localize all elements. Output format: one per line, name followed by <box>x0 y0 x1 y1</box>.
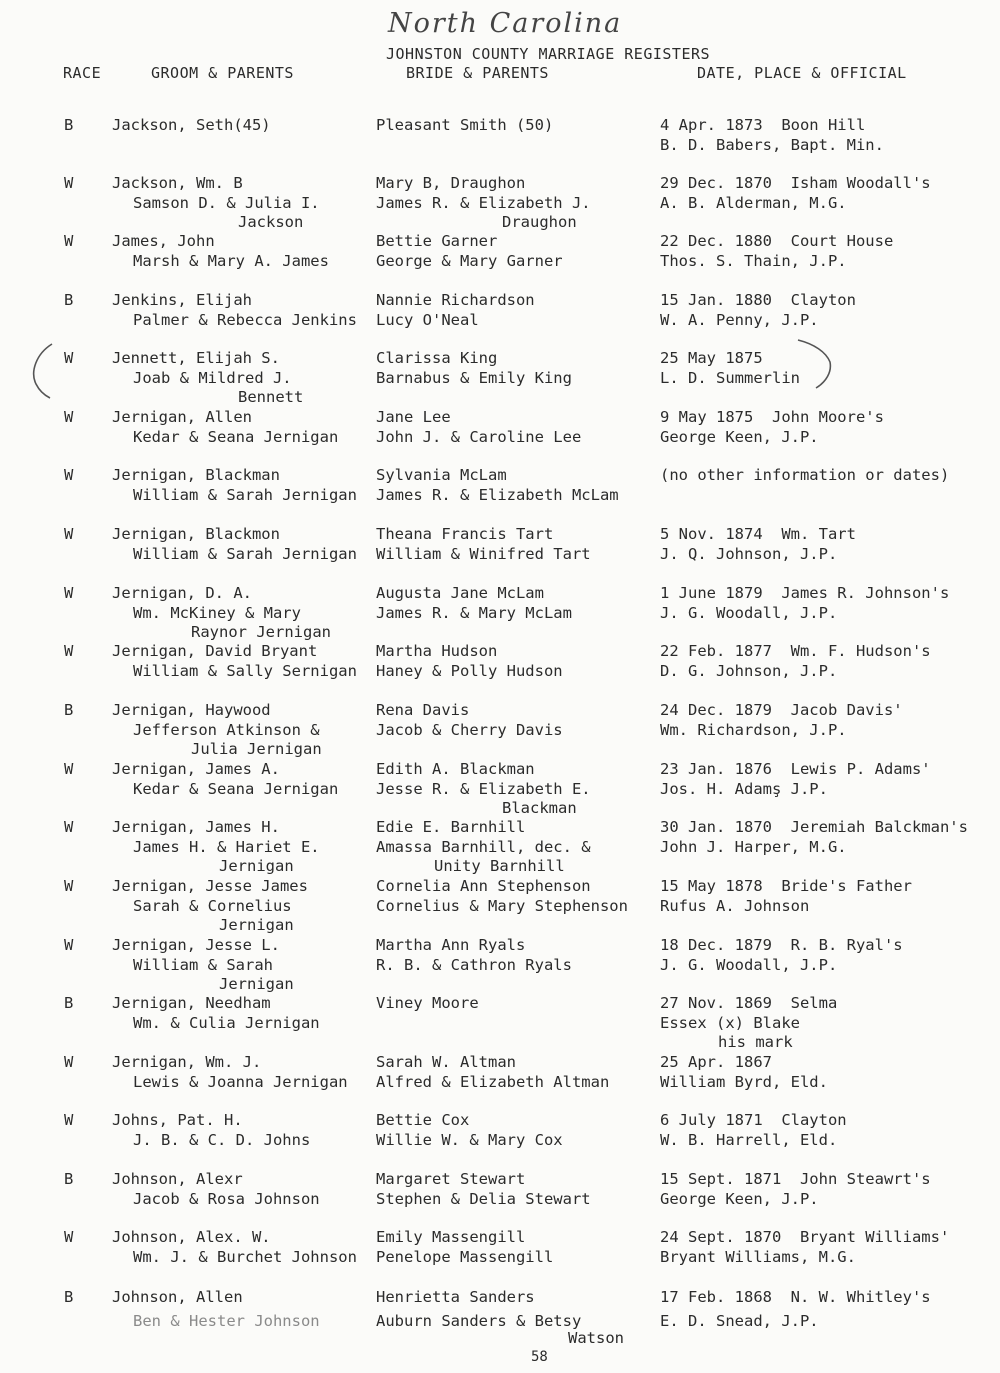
date-place: 17 Feb. 1868 N. W. Whitley's <box>660 1288 931 1306</box>
groom-name: Jackson, Wm. B <box>112 174 243 192</box>
entry-bride <box>376 1288 624 1346</box>
entry-bride <box>376 1170 591 1209</box>
entry-bride <box>376 232 563 271</box>
bride-parents: Haney & Polly Hudson <box>376 661 563 680</box>
official: J. Q. Johnson, J.P. <box>660 544 838 563</box>
official: J. G. Woodall, J.P. <box>660 603 838 622</box>
bride-name: Cornelia Ann Stephenson <box>376 877 591 895</box>
official: Jos. H. Adamş J.P. <box>660 779 828 798</box>
groom-name: Jennett, Elijah S. <box>112 349 280 367</box>
bride-parents: Jacob & Cherry Davis <box>376 720 563 739</box>
bride-name: Rena Davis <box>376 701 470 719</box>
entry-date <box>660 1053 828 1092</box>
entry-bride <box>376 291 535 330</box>
official: W. B. Harrell, Eld. <box>660 1130 838 1149</box>
register-title: JOHNSTON COUNTY MARRIAGE REGISTERS <box>386 45 711 63</box>
header-race: RACE <box>63 64 102 82</box>
entry-date <box>660 232 893 271</box>
bride-name: Mary B, Draughon <box>376 174 526 192</box>
entry-race: B <box>64 701 74 719</box>
groom-parents: Jefferson Atkinson & <box>133 720 320 739</box>
entry-groom <box>112 349 303 408</box>
official: J. G. Woodall, J.P. <box>660 955 838 974</box>
entry-race: W <box>64 760 74 778</box>
entry-bride <box>376 642 563 681</box>
bride-name: Edie E. Barnhill <box>376 818 526 836</box>
entry-date <box>660 408 884 447</box>
official-mark-note: his mark <box>718 1033 793 1051</box>
bride-parents: William & Winifred Tart <box>376 544 591 563</box>
entry-race: W <box>64 936 74 954</box>
official: Essex (x) Blake <box>660 1013 800 1032</box>
groom-parents: J. B. & C. D. Johns <box>133 1130 311 1149</box>
entry-groom <box>112 291 357 330</box>
entry-bride <box>376 466 619 505</box>
bride-parents: George & Mary Garner <box>376 251 563 270</box>
date-place: 29 Dec. 1870 Isham Woodall's <box>660 174 931 192</box>
official: Thos. S. Thain, J.P. <box>660 251 847 270</box>
entry-date <box>660 818 968 857</box>
groom-parents: James H. & Hariet E. <box>133 837 320 856</box>
header-bride: BRIDE & PARENTS <box>406 64 549 82</box>
date-place: 15 Jan. 1880 Clayton <box>660 291 856 309</box>
date-place: 22 Feb. 1877 Wm. F. Hudson's <box>660 642 931 660</box>
entry-groom <box>112 466 357 505</box>
official: George Keen, J.P. <box>660 427 819 446</box>
groom-parents-cont: Raynor Jernigan <box>191 623 331 641</box>
entry-bride <box>376 174 591 233</box>
bride-parents-cont: Blackman <box>502 799 577 817</box>
entry-race: W <box>64 584 74 602</box>
official: W. A. Penny, J.P. <box>660 310 819 329</box>
header-date: DATE, PLACE & OFFICIAL <box>697 64 907 82</box>
official: Rufus A. Johnson <box>660 896 810 915</box>
entry-groom <box>112 760 338 799</box>
groom-name: Jernigan, Haywood <box>112 701 271 719</box>
bride-parents-cont: Draughon <box>502 213 577 231</box>
date-place: 15 May 1878 Bride's Father <box>660 877 912 895</box>
date-place: 22 Dec. 1880 Court House <box>660 232 894 250</box>
entry-race: B <box>64 291 74 309</box>
date-place: 24 Sept. 1870 Bryant Williams' <box>660 1228 950 1246</box>
entry-race: W <box>64 1053 74 1071</box>
entry-date <box>660 760 931 799</box>
entry-groom <box>112 584 331 643</box>
official: D. G. Johnson, J.P. <box>660 661 838 680</box>
groom-name: Jenkins, Elijah <box>112 291 252 309</box>
bride-name: Sarah W. Altman <box>376 1053 516 1071</box>
entry-groom <box>112 701 322 760</box>
handwritten-state-title: North Carolina <box>388 8 623 39</box>
bride-name: Martha Hudson <box>376 642 498 660</box>
date-place: (no other information or dates) <box>660 466 950 484</box>
bride-parents: Jesse R. & Elizabeth E. <box>376 779 591 798</box>
page-number: 58 <box>531 1349 548 1365</box>
entry-date <box>660 584 949 623</box>
groom-parents: Marsh & Mary A. James <box>133 251 329 270</box>
entry-groom <box>112 877 308 936</box>
entry-race: W <box>64 525 74 543</box>
entry-bride <box>376 116 553 136</box>
entry-race: B <box>64 994 74 1012</box>
groom-parents-cont: Jernigan <box>219 916 294 934</box>
groom-parents: Wm. & Culia Jernigan <box>133 1013 320 1032</box>
groom-parents: Joab & Mildred J. <box>133 368 292 387</box>
groom-parents: William & Sarah <box>133 955 273 974</box>
entry-date <box>660 116 884 155</box>
bride-name: Henrietta Sanders <box>376 1288 535 1306</box>
groom-parents: Jacob & Rosa Johnson <box>133 1189 320 1208</box>
entry-race: B <box>64 116 74 134</box>
entry-race: W <box>64 408 74 426</box>
entry-race: W <box>64 349 74 367</box>
bride-name: Pleasant Smith (50) <box>376 116 554 134</box>
date-place: 23 Jan. 1876 Lewis P. Adams' <box>660 760 931 778</box>
groom-name: Johnson, Alexr <box>112 1170 243 1188</box>
bride-parents: Lucy O'Neal <box>376 310 479 329</box>
official: Wm. Richardson, J.P. <box>660 720 847 739</box>
official: John J. Harper, M.G. <box>660 837 847 856</box>
groom-parents-cont: Jernigan <box>219 857 294 875</box>
groom-parents-cont: Julia Jernigan <box>191 740 322 758</box>
entry-groom <box>112 818 320 877</box>
groom-parents-cont: Jernigan <box>219 975 294 993</box>
date-place: 18 Dec. 1879 R. B. Ryal's <box>660 936 903 954</box>
groom-parents: William & Sarah Jernigan <box>133 485 357 504</box>
entry-date <box>660 349 800 388</box>
bride-name: Sylvania McLam <box>376 466 507 484</box>
bride-name: Bettie Garner <box>376 232 498 250</box>
entry-race: W <box>64 877 74 895</box>
entry-race: B <box>64 1170 74 1188</box>
bride-parents: Cornelius & Mary Stephenson <box>376 896 628 915</box>
groom-name: Johns, Pat. H. <box>112 1111 243 1129</box>
entry-groom <box>112 642 357 681</box>
bride-name: Augusta Jane McLam <box>376 584 544 602</box>
bride-parents: Willie W. & Mary Cox <box>376 1130 563 1149</box>
entry-date <box>660 1111 847 1150</box>
bride-parents: Auburn Sanders & Betsy <box>376 1311 582 1330</box>
bride-name: Clarissa King <box>376 349 498 367</box>
groom-name: Jernigan, D. A. <box>112 584 252 602</box>
date-place: 24 Dec. 1879 Jacob Davis' <box>660 701 903 719</box>
groom-name: Jernigan, James H. <box>112 818 280 836</box>
official: William Byrd, Eld. <box>660 1072 828 1091</box>
bride-parents: Penelope Massengill <box>376 1247 554 1266</box>
groom-name: Jernigan, Blackman <box>112 466 280 484</box>
groom-parents: William & Sarah Jernigan <box>133 544 357 563</box>
entry-bride <box>376 701 563 740</box>
entry-race: W <box>64 466 74 484</box>
groom-name: Jernigan, Allen <box>112 408 252 426</box>
entry-date <box>660 466 949 486</box>
entry-race: W <box>64 1111 74 1129</box>
entry-bride <box>376 994 479 1014</box>
date-place: 25 Apr. 1867 <box>660 1053 772 1071</box>
groom-parents-cont: Bennett <box>238 388 304 406</box>
entry-race: W <box>64 642 74 660</box>
entry-date <box>660 994 837 1053</box>
entry-race: B <box>64 1288 74 1306</box>
entry-date <box>660 877 912 916</box>
groom-parents: William & Sally Sernigan <box>133 661 357 680</box>
groom-parents: Samson D. & Julia I. <box>133 193 320 212</box>
entry-bride <box>376 584 572 623</box>
entry-bride <box>376 877 628 916</box>
bride-name: Edith A. Blackman <box>376 760 535 778</box>
entry-groom <box>112 994 320 1033</box>
bride-parents: James R. & Elizabeth McLam <box>376 485 619 504</box>
entry-bride <box>376 525 591 564</box>
date-place: 4 Apr. 1873 Boon Hill <box>660 116 866 134</box>
bride-name: Jane Lee <box>376 408 451 426</box>
bride-parents: Amassa Barnhill, dec. & <box>376 837 591 856</box>
groom-parents: Wm. McKiney & Mary <box>133 603 301 622</box>
bride-name: Bettie Cox <box>376 1111 470 1129</box>
official: Bryant Williams, M.G. <box>660 1247 856 1266</box>
entry-date <box>660 642 931 681</box>
entry-bride <box>376 760 591 819</box>
date-place: 5 Nov. 1874 Wm. Tart <box>660 525 856 543</box>
groom-name: James, John <box>112 232 215 250</box>
date-place: 25 May 1875 <box>660 349 763 367</box>
bride-parents: James R. & Elizabeth J. <box>376 193 591 212</box>
date-place: 1 June 1879 James R. Johnson's <box>660 584 950 602</box>
date-place: 15 Sept. 1871 John Steawrt's <box>660 1170 931 1188</box>
groom-parents: Ben & Hester Johnson <box>133 1311 320 1330</box>
entry-date <box>660 174 931 213</box>
groom-name: Jernigan, Needham <box>112 994 271 1012</box>
bride-name: Emily Massengill <box>376 1228 526 1246</box>
official: George Keen, J.P. <box>660 1189 819 1208</box>
bride-parents: Barnabus & Emily King <box>376 368 572 387</box>
groom-parents: Kedar & Seana Jernigan <box>133 779 339 798</box>
entry-groom <box>112 174 320 233</box>
header-groom: GROOM & PARENTS <box>151 64 294 82</box>
groom-name: Johnson, Alex. W. <box>112 1228 271 1246</box>
entry-date <box>660 291 856 330</box>
entry-bride <box>376 1053 609 1092</box>
bride-parents: R. B. & Cathron Ryals <box>376 955 572 974</box>
entry-groom <box>112 232 329 271</box>
entry-date <box>660 1288 931 1331</box>
groom-name: Jernigan, James A. <box>112 760 280 778</box>
entry-race: W <box>64 174 74 192</box>
groom-parents: Kedar & Seana Jernigan <box>133 427 339 446</box>
bride-parents: John J. & Caroline Lee <box>376 427 582 446</box>
entry-groom <box>112 1288 320 1331</box>
entry-date <box>660 936 903 975</box>
entry-bride <box>376 818 591 877</box>
date-place: 6 July 1871 Clayton <box>660 1111 847 1129</box>
entry-date <box>660 525 856 564</box>
entry-bride <box>376 349 572 388</box>
groom-parents: Palmer & Rebecca Jenkins <box>133 310 357 329</box>
left-bracket-mark-icon <box>28 340 58 400</box>
entry-groom <box>112 408 338 447</box>
date-place: 30 Jan. 1870 Jeremiah Balckman's <box>660 818 968 836</box>
entry-race: W <box>64 818 74 836</box>
groom-name: Jernigan, David Bryant <box>112 642 318 660</box>
entry-bride <box>376 408 581 447</box>
entry-bride <box>376 936 572 975</box>
groom-parents: Lewis & Joanna Jernigan <box>133 1072 348 1091</box>
bride-name: Viney Moore <box>376 994 479 1012</box>
entry-groom <box>112 1111 310 1150</box>
groom-name: Jernigan, Wm. J. <box>112 1053 262 1071</box>
entry-groom <box>112 525 357 564</box>
groom-name: Johnson, Allen <box>112 1288 243 1306</box>
entry-groom <box>112 116 271 136</box>
date-place: 9 May 1875 John Moore's <box>660 408 884 426</box>
entry-groom <box>112 1228 357 1267</box>
entry-race: W <box>64 232 74 250</box>
bride-name: Martha Ann Ryals <box>376 936 526 954</box>
entry-date <box>660 1228 949 1267</box>
entry-date <box>660 701 903 740</box>
groom-name: Jackson, Seth(45) <box>112 116 271 134</box>
official: A. B. Alderman, M.G. <box>660 193 847 212</box>
bride-name: Theana Francis Tart <box>376 525 554 543</box>
groom-name: Jernigan, Blackmon <box>112 525 280 543</box>
entry-race: W <box>64 1228 74 1246</box>
bride-parents: Alfred & Elizabeth Altman <box>376 1072 610 1091</box>
groom-parents: Sarah & Cornelius <box>133 896 292 915</box>
bride-parents-cont: Watson <box>568 1329 624 1347</box>
entry-bride <box>376 1228 553 1267</box>
entry-groom <box>112 1170 320 1209</box>
entry-groom <box>112 936 294 995</box>
official: L. D. Summerlin <box>660 368 800 387</box>
bride-name: Nannie Richardson <box>376 291 535 309</box>
groom-parents: Wm. J. & Burchet Johnson <box>133 1247 357 1266</box>
bride-name: Margaret Stewart <box>376 1170 526 1188</box>
official: B. D. Babers, Bapt. Min. <box>660 135 884 154</box>
right-bracket-mark-icon <box>792 336 842 394</box>
groom-name: Jernigan, Jesse L. <box>112 936 280 954</box>
bride-parents: Stephen & Delia Stewart <box>376 1189 591 1208</box>
groom-name: Jernigan, Jesse James <box>112 877 308 895</box>
bride-parents: James R. & Mary McLam <box>376 603 572 622</box>
date-place: 27 Nov. 1869 Selma <box>660 994 838 1012</box>
entry-groom <box>112 1053 348 1092</box>
groom-parents-cont: Jackson <box>238 213 304 231</box>
entry-bride <box>376 1111 563 1150</box>
official: E. D. Snead, J.P. <box>660 1311 819 1330</box>
bride-parents-cont: Unity Barnhill <box>434 857 565 875</box>
entry-date <box>660 1170 931 1209</box>
